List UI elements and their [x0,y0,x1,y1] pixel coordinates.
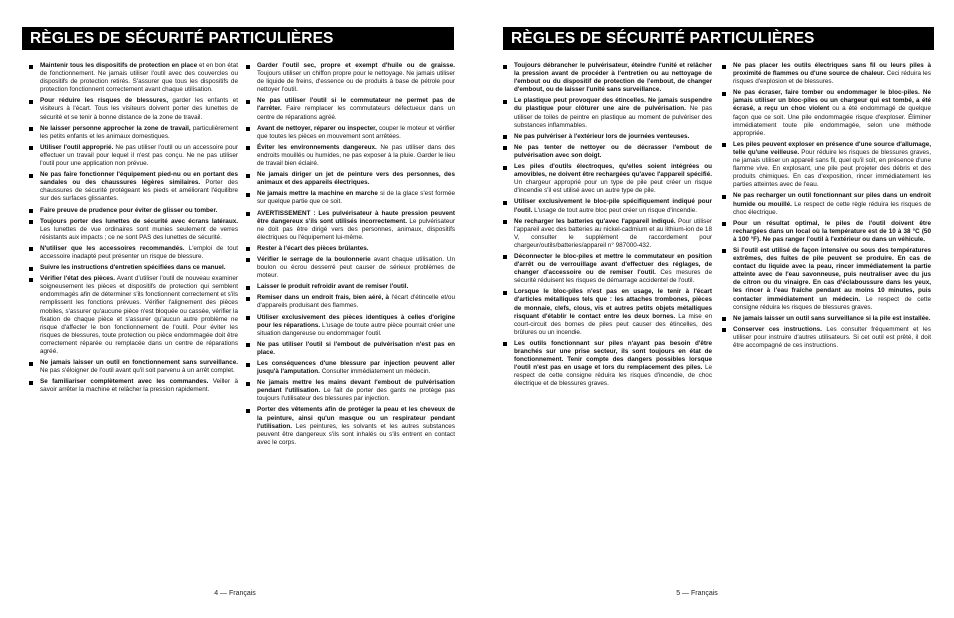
rule-text: Faire remplacer les commutateurs défectueux dans un centre de réparations agréé. [257,105,455,121]
rule-heading: Maintenir tous les dispositifs de protection en place [40,62,198,69]
rule-item [245,406,455,446]
rule-text: Les consulter fréquemment et les utiliser pour instruire d'autres utilisateurs. Si cet outil est prêté, il doit être accompagné de ces instructions. [733,325,931,349]
rule-text: si de la glace s'est formée sur quelque partie que ce soit. [257,190,456,206]
rule-text: La mise en court-circuit des bornes de piles peut causer des étincelles, des brûlures ou un incendie. [514,312,713,336]
rule-item [245,256,455,280]
rule-heading: Utiliser l'outil approprié. [40,143,114,151]
rule-item [502,198,712,214]
rule-item [245,190,455,206]
rule-heading: Ne pas tenter de nettoyer ou de décrasser l'embout de pulvérisation avec son doigt. [514,143,712,159]
rule-heading: Ne pas utiliser l'outil si l'embout de pulvérisation n'est pas en place. [257,340,455,356]
rule-item [721,315,931,323]
rule-text: Toujours utiliser un chiffon propre pour le nettoyage. Ne jamais utiliser de liquide de freins, d'essence ou de produits à base de pétrole pour nettoyer l'outil. [257,70,455,94]
rule-heading: Ne jamais diriger un jet de peinture vers des personnes, des animaux et des appareils électriques. [257,171,455,187]
rule-heading: Laisser le produit refroidir avant de remiser l'outil. [257,283,409,291]
rule-item [502,163,712,195]
rule-text: garder les enfants et visiteurs à l'écart. Tous les visiteurs doivent porter des lunettes de sécurité et se tenir à bonne distance de la zone de travail. [40,97,238,121]
rule-heading: Éviter les environnements dangereux. [257,143,377,151]
rule-text: Consulter immédiatement un médecin. [319,368,431,376]
rule-item [28,62,238,94]
rule-item [28,97,238,121]
rule-item [245,97,455,121]
rule-heading: Ne pas utiliser l'outil si le commutateur ne permet pas de l'arrêter. [257,97,455,113]
page-footer: 4 — Français [214,590,256,597]
rule-item [502,144,712,160]
rules-column [721,62,931,353]
rule-item [245,314,455,338]
rule-heading: Ne jamais mettre la machine en marche [257,190,378,198]
rule-heading: Ne jamais laisser un outil sans surveillance si la pile est installée. [733,314,931,322]
rule-item [245,144,455,168]
rule-text: L'usage de toute autre pièce pourrait créer une situation dangereuse ou endommager l'outil. [257,321,455,337]
rule-text: Le respect de cette consigne réduira les risques de blessures graves. [733,295,931,311]
rule-heading: Ne pas recharger un outil fonctionnant sur piles dans un endroit humide ou mouillé. [733,192,931,208]
rule-text: L'emploi de tout accessoire inadapté peut présenter un risque de blessure. [40,244,238,260]
rule-item [28,359,238,375]
rule-text: et en bon état de fonctionnement. Ne jamais utiliser l'outil avec des couvercles ou dispositifs de protection retirés. S'assurer que tous les dispositifs de protection fonctionnent correctement avant chaque utilisation. [40,62,238,94]
rule-item [502,62,712,94]
rule-item [502,97,712,129]
rule-item [245,360,455,376]
page-title: RÈGLES DE SÉCURITÉ PARTICULIÈRES [503,27,934,50]
rule-heading: Les conséquences d'une blessure par injection peuvent aller jusqu'à l'amputation. [257,360,455,376]
rule-heading: Ne laisser personne approcher la zone de travail, [40,124,191,132]
rule-text: Les peintures, les solvants et les autres substances peuvent être dangereux s'ils sont inhalés ou s'ils entrent en contact avec le corps. [257,422,455,446]
rule-heading: Toujours porter des lunettes de sécurité avec écrans latéraux. [40,217,238,225]
rule-heading: Ne jamais mettre les mains devant l'embout de pulvérisation pendant l'utilisation. [257,379,455,395]
rule-heading: Vérifier le serrage de la boulonnerie [257,255,371,263]
rule-heading: Déconnecter le bloc-piles et mettre le commutateur en position d'arrêt ou de verrouillage avant d'effectuer des réglages, de changer d'accessoire ou de remiser l'outil. [514,252,712,277]
rule-heading: AVERTISSEMENT : Les pulvérisateur à haute pression peuvent être dangereux s'ils sont utilisés incorrectement. [257,209,455,225]
rule-heading: Conserver ces instructions. [733,325,822,333]
rule-heading: Garder l'outil sec, propre et exempt d'huile ou de graisse. [257,62,455,69]
rule-item [502,218,712,250]
rule-heading: Toujours débrancher le pulvérisateur, éteindre l'unité et relâcher la pression avant de procéder à l'entretien ou au nettoyage de l'embout ou du dispositif de protection de l'embout, de changer d'embout, ou de laisser l'unité sans surveillance. [514,62,712,94]
rule-heading: Rester à l'écart des pièces brûlantes. [257,244,369,252]
rule-heading: Porter des vêtements afin de protéger la peau et les cheveux de la peinture, ainsi qu'un masque ou un respirateur pendant l'utilisation. [257,406,455,430]
rule-heading: Pour un résultat optimal, le piles de l'outil doivent être rechargées dans un local où la température est de 10 à 38 °C (50 à 100 °F). Ne pas ranger l'outil à l'extérieur ou dans un véhicule. [733,219,931,243]
rule-heading: Ne pas pulvériser à l'extérieur lors de journées venteuses. [514,132,690,140]
rule-item [721,89,931,138]
rule-item [245,62,455,94]
rule-heading: Avant de nettoyer, réparer ou inspecter, [257,124,378,132]
rule-item [502,340,712,389]
rule-text: ou a été endommagé de quelque façon que ce soit. Une pile endommagée risque d'exploser. Éliminer immédiatement toute pile endommagée, selon une méthode appropriée. [733,105,931,137]
rule-text: Ne pas utiliser dans des endroits mouillés ou humides, ne pas exposer à la pluie. Garder le lieu de travail bien éclairé. [257,143,455,168]
rule-text: Ceci réduira les risques d'explosion et de blessures. [733,70,931,86]
rule-item [28,207,238,215]
rule-item [245,125,455,141]
rule-item [721,141,931,190]
rule-text: Veiller à savoir arrêter la machine et relâcher la pression rapidement. [40,378,238,394]
rule-text: particulièrement les petits enfants et les animaux domestiques. [40,124,238,140]
rules-column [28,62,238,397]
rules-column [502,62,712,391]
rule-text: Ne pas s'éloigner de l'outil avant qu'il soit parvenu à un arrêt complet. [40,367,235,375]
rule-item [28,125,238,141]
rule-heading: Lorsque le bloc-piles n'est pas en usage, le tenir à l'écart d'articles métalliques tels que : les attaches trombones, pièces de monnaie, clefs, clous, vis et autres petits objets métalliques risquant d'établir le contact entre les deux bornes. [514,288,712,320]
rule-text: Porter des chaussures de sécurité protégeant les pieds et améliorant l'équilibre sur des surfaces glissantes. [40,179,238,203]
rule-text: Le respect de cette règle réduira les risques de choc électrique. [733,200,931,216]
rule-heading: Si l'outil est utilisé de façon intensive ou sous des températures extrêmes, des fuites de pile peuvent se produire. En cas de contact du liquide avec la peau, rincer immédiatement la partie atteinte avec de l'eau savonneuse, puis neutraliser avec du jus de citron ou du vinaigre. En cas d'éclaboussure dans les yeux, les rincer à l'eau fraîche pendant au moins 10 minutes, puis contacter immédiatement un médecin. [733,246,931,303]
rule-heading: Suivre les instructions d'entretien spécifiées dans ce manuel. [40,264,226,272]
rule-item [245,245,455,253]
rule-heading: Utiliser exclusivement le bloc-pile spécifiquement indiqué pour l'outil. [514,198,712,214]
rule-item [721,220,931,244]
rule-heading: Vérifier l'état des pièces. [40,275,116,283]
rule-heading: Les piles d'outils électroques, qu'elles soient intégrées ou amovibles, ne doivent être rechargées qu'avec l'appareil spécifié. [514,163,712,179]
rule-item [721,192,931,216]
rule-heading: Utiliser exclusivement des pièces identiques à celles d'origine pour les réparations. [257,313,455,329]
rule-heading: Pour réduire les risques de blessures, [40,97,168,105]
right-page [477,0,954,618]
rule-heading: Se familiariser complètement avec les commandes. [40,378,209,386]
rule-heading: Ne pas écraser, faire tomber ou endommager le bloc-piles. Ne jamais utiliser un bloc-piles ou un chargeur qui est tombé, a été écrasé, a reçu un choc violent [733,89,931,113]
rule-heading: Ne pas placer les outils électriques sans fil ou leurs piles à proximité de flammes ou d'une source de chaleur. [733,62,931,78]
rule-item [245,171,455,187]
rule-item [721,326,931,350]
rule-item [28,378,238,394]
rule-text: Ne pas utiliser de toiles de peintre en plastique au moment de pulvériser des substances inflammables. [514,105,712,129]
rule-item [245,210,455,242]
rule-text: Ces mesures de sécurité réduisent les risques de démarrage accidentel de l'outil. [514,269,712,285]
rule-heading: Ne recharger les batteries qu'avec l'appareil indiqué. [514,217,676,225]
rule-text: avant chaque utilisation. Un boulon ou écrou desserré peut causer de sérieux problèmes de moteur. [257,255,455,280]
rule-heading: Les outils fonctionnant sur piles n'ayant pas besoin d'être branchés sur une prise secteur, ils sont toujours en état de fonctionnement. Tenir compte des dangers possibles lorsque l'outil n'est pas en usage et lors du remplacement des piles. [514,339,712,372]
rule-text: Le respect de cette consigne réduira les risques d'incendie, de choc électrique et de blessures graves. [514,364,712,388]
rule-item [28,275,238,356]
rule-text: Pour utiliser l'appareil avec des batteries au nickel-cadmium et au lithium-ion de 18 V, consulter le supplément de raccordement pour chargeur/outils/batteries/appareil n° 987000-432. [514,217,712,249]
rules-column [245,62,455,450]
page-title: RÈGLES DE SÉCURITÉ PARTICULIÈRES [22,27,454,50]
rule-text: l'écart d'étincelle et/ou d'appareils produisant des flammes. [257,294,455,310]
rule-text: Le fait de porter des gants ne protège pas toujours l'utilisateur des blessures par injection. [257,387,455,403]
rule-text: Avant d'utiliser l'outil de nouveau examiner soigneusement les pièces et dispositifs de protection qui semblent endommagés afin de déterminer s'ils fonctionnent correctement et s'ils remplissent les fonctions prévues. Vérifier l'alignement des pièces mobiles, s'assurer qu'aucune pièce n'est bloquée ou cassée, vérifier la fixation de chaque pièce et s'assurer qu'aucun autre problème ne risque d'affecter le bon fonctionnement de l'outil. Pour éviter les risques de blessures, toute protection ou pièce endommagée doit être correctement réparée ou remplacée dans un centre de réparations agréé. [40,275,238,355]
rule-item [721,247,931,312]
rule-item [245,341,455,357]
rule-item [28,245,238,261]
page-footer: 5 — Français [676,590,718,597]
rule-item [502,253,712,285]
rule-text: Les lunettes de vue ordinaires sont munies seulement de verres résistants aux impacts ; ce ne sont PAS des lunettes de sécurité. [40,225,238,241]
rule-heading: Remiser dans un endroit frais, bien aéré, à [257,294,390,302]
rule-item [245,294,455,310]
rule-text: L'usage de tout autre bloc peut créer un risque d'incendie. [532,206,698,214]
rule-heading: N'utiliser que les accessoires recommandés. [40,244,185,252]
rule-item [245,283,455,291]
rule-text: Pour réduire les risques de blessures graves, ne jamais utiliser un appareil sans fil, quel qu'il soit, en présence d'une flamme vive. En explosant, une pile peut projeter des débris et des produits chimiques. En cas d'exposition, rincer immédiatement les parties atteintes avec de l'eau. [733,148,931,189]
rule-item [28,171,238,203]
rule-heading: Faire preuve de prudence pour éviter de glisser ou tomber. [40,206,218,214]
rule-item [721,62,931,86]
rule-item [502,133,712,141]
rule-heading: Ne jamais laisser un outil en fonctionnement sans surveillance. [40,359,238,367]
rule-item [28,264,238,272]
rule-text: Un chargeur approprié pour un type de pile peut créer un risque d'incendie s'il est utilisé avec un autre type de pile. [514,179,712,195]
rule-text: couper le moteur et vérifier que toutes les pièces en mouvement sont arrêtées. [257,124,455,140]
rule-item [245,379,455,403]
rule-text: Ne pas utiliser l'outil ou un accessoire pour effectuer un travail pour lequel il n'est pas conçu. Ne ne pas utiliser l'outil pour une application non prévue. [40,143,238,168]
rule-text: Le pulvérisateur ne doit pas être dirigé vers des personnes, animaux, dispositifs électriques ou l'équipement lui-même. [257,217,455,241]
rule-item [28,144,238,168]
rule-item [502,288,712,337]
rule-heading: Le plastique peut provoquer des étincelles. Ne jamais suspendre du plastique pour clôturer une aire de pulvérisation. [514,97,712,113]
rule-heading: Ne pas faire fonctionner l'équipement pied-nu ou en portant des sandales ou des chaussures légères similaires. [40,171,238,187]
rule-heading: Les piles peuvent exploser en présence d'une source d'allumage, telle qu'une veilleuse. [733,140,931,156]
rule-item [28,218,238,242]
